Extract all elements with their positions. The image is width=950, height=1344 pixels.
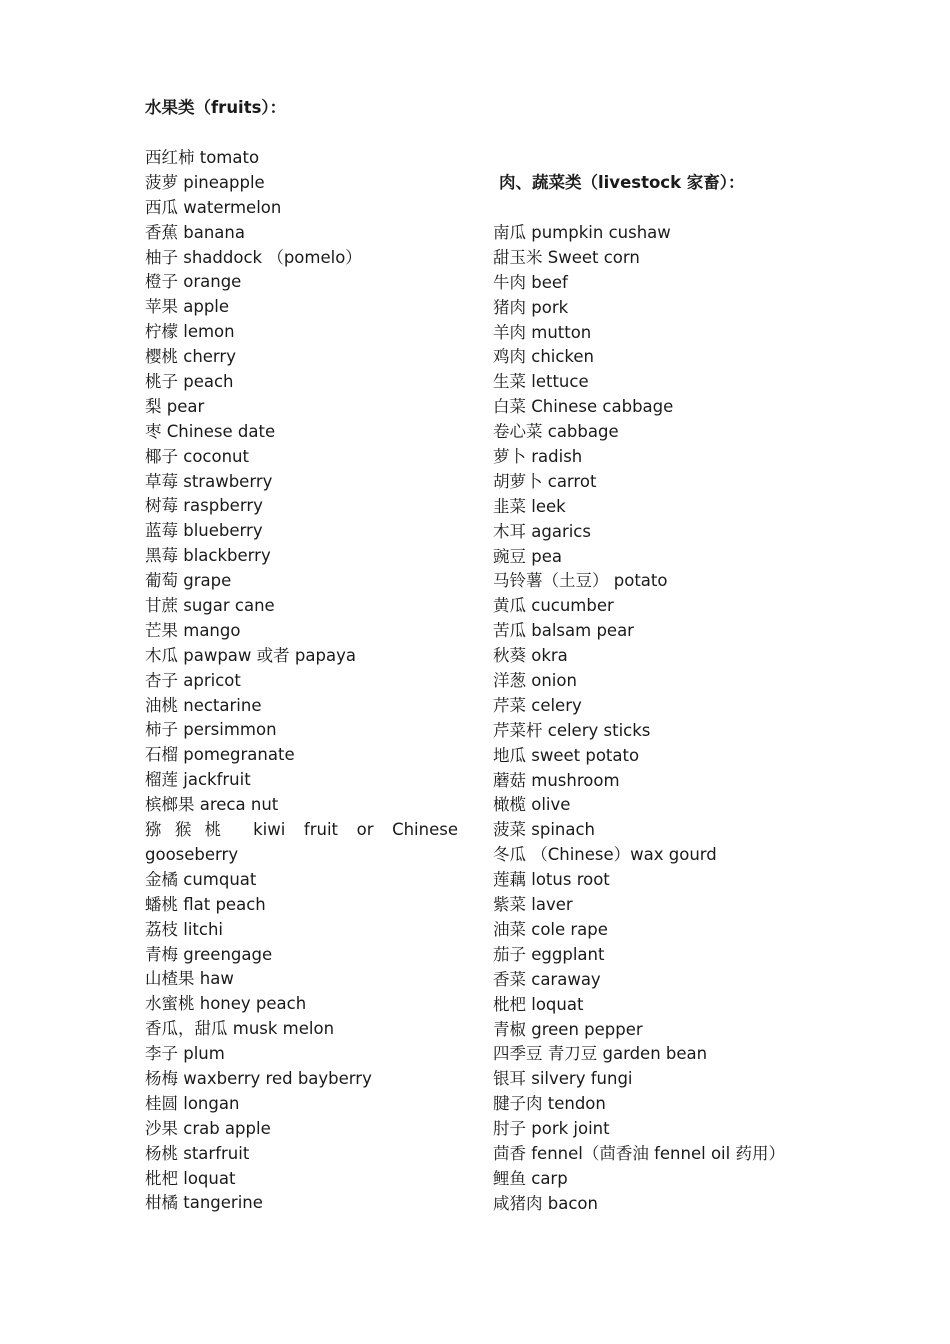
list-item: 枇杷 loquat <box>493 994 584 1014</box>
list-item: 莲藕 lotus root <box>493 870 610 890</box>
list-item: 茄子 eggplant <box>493 944 605 964</box>
list-item: 苦瓜 balsam pear <box>493 621 634 641</box>
list-item: 西瓜 watermelon <box>145 197 282 217</box>
list-item: 李子 plum <box>145 1044 225 1064</box>
list-item: 蓝莓 blueberry <box>145 521 263 541</box>
list-item: 牛肉 beef <box>493 272 568 292</box>
list-item: 青椒 green pepper <box>493 1019 643 1039</box>
list-item: 梨 pear <box>145 396 205 416</box>
list-item: 山楂果 haw <box>145 969 234 989</box>
list-item: 鲤鱼 carp <box>493 1168 568 1188</box>
list-item: 枇杷 loquat <box>145 1168 236 1188</box>
list-item: 荔枝 litchi <box>145 919 223 939</box>
fruits-list <box>145 146 458 1216</box>
list-item: 四季豆 青刀豆 garden bean <box>493 1044 708 1064</box>
list-item: 蘑菇 mushroom <box>493 770 620 790</box>
list-item: 生菜 lettuce <box>493 372 589 392</box>
list-item: 韭菜 leek <box>493 496 566 516</box>
list-item: 猪肉 pork <box>493 297 569 317</box>
list-item: 芒果 mango <box>145 620 241 640</box>
list-item: 樱桃 cherry <box>145 347 236 367</box>
list-item: 白菜 Chinese cabbage <box>493 397 674 417</box>
list-item: 柿子 persimmon <box>145 720 277 740</box>
list-item: 芹菜杆 celery sticks <box>493 720 651 740</box>
list-item: 银耳 silvery fungi <box>493 1069 633 1089</box>
list-item: 香蕉 banana <box>145 222 245 242</box>
list-item: 油菜 cole rape <box>493 919 608 939</box>
list-item: 胡萝卜 carrot <box>493 471 597 491</box>
list-item: 肘子 pork joint <box>493 1119 610 1139</box>
list-item: 金橘 cumquat <box>145 869 257 889</box>
list-item: 槟榔果 areca nut <box>145 795 279 815</box>
list-item: 油桃 nectarine <box>145 695 262 715</box>
list-item: 紫菜 laver <box>493 895 573 915</box>
list-item: 柚子 shaddock （pomelo） <box>145 247 362 267</box>
list-item: 木耳 agarics <box>493 521 591 541</box>
list-item: 橙子 orange <box>145 272 242 292</box>
list-item: 蟠桃 flat peach <box>145 894 266 914</box>
list-item: 洋葱 onion <box>493 671 577 691</box>
list-item: 茴香 fennel（茴香油 fennel oil 药用） <box>493 1143 785 1163</box>
list-item: 腱子肉 tendon <box>493 1094 606 1114</box>
list-item: 石榴 pomegranate <box>145 745 295 765</box>
list-item: 黄瓜 cucumber <box>493 596 614 616</box>
fruits-heading: 水果类（fruits）： <box>145 98 287 117</box>
list-item: 青梅 greengage <box>145 944 273 964</box>
list-item: 香菜 caraway <box>493 969 601 989</box>
list-item: 马铃薯（土豆） potato <box>493 571 668 591</box>
vegetables-heading: 肉、蔬菜类（livestock 家畜）： <box>499 173 745 192</box>
list-item: 萝卜 radish <box>493 447 583 467</box>
list-item: 甜玉米 Sweet corn <box>493 247 640 267</box>
list-item: 沙果 crab apple <box>145 1118 271 1138</box>
list-item: 豌豆 pea <box>493 546 562 566</box>
list-item: 树莓 raspberry <box>145 496 263 516</box>
list-item: 卷心菜 cabbage <box>493 422 619 442</box>
list-item: 甘蔗 sugar cane <box>145 596 275 616</box>
list-item: 黑莓 blackberry <box>145 546 271 566</box>
list-item: 西红柿 tomato <box>145 148 260 167</box>
vegetables-list <box>493 221 913 1217</box>
list-item: 冬瓜 （Chinese）wax gourd <box>493 845 717 865</box>
list-item: 菠萝 pineapple <box>145 172 265 192</box>
list-item: 木瓜 pawpaw 或者 papaya <box>145 645 356 665</box>
list-item: 杨桃 starfruit <box>145 1143 250 1163</box>
list-item: 草莓 strawberry <box>145 471 273 491</box>
list-item: 柠檬 lemon <box>145 322 235 342</box>
list-item: 鸡肉 chicken <box>493 347 595 367</box>
list-item: 苹果 apple <box>145 297 230 317</box>
list-item: 桃子 peach <box>145 372 234 392</box>
list-item: 杏子 apricot <box>145 670 241 690</box>
list-item: 水蜜桃 honey peach <box>145 994 307 1014</box>
list-item: 羊肉 mutton <box>493 322 592 342</box>
list-item: 秋葵 okra <box>493 646 568 666</box>
list-item: 地瓜 sweet potato <box>493 745 640 765</box>
list-item: 椰子 coconut <box>145 446 249 466</box>
list-item: 猕猴桃 kiwi fruit or Chinese gooseberry <box>145 820 458 864</box>
list-item: 柑橘 tangerine <box>145 1193 263 1213</box>
list-item: 橄榄 olive <box>493 795 571 815</box>
list-item: 杨梅 waxberry red bayberry <box>145 1068 372 1088</box>
list-item: 桂圆 longan <box>145 1093 240 1113</box>
list-item: 芹菜 celery <box>493 695 582 715</box>
list-item: 香瓜，甜瓜 musk melon <box>145 1019 335 1039</box>
list-item: 南瓜 pumpkin cushaw <box>493 223 671 242</box>
list-item: 枣 Chinese date <box>145 421 276 441</box>
list-item: 榴莲 jackfruit <box>145 770 251 790</box>
list-item: 咸猪肉 bacon <box>493 1193 598 1213</box>
list-item: 葡萄 grape <box>145 571 232 591</box>
list-item: 菠菜 spinach <box>493 820 595 840</box>
